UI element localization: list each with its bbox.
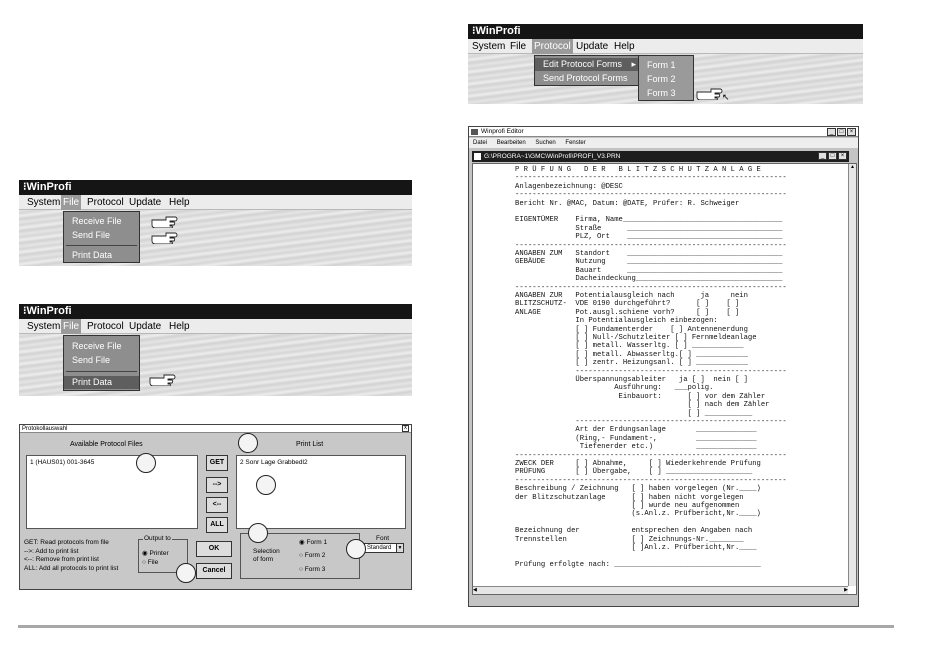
document-line: Prüfung erfolgte nach: __________________________________ xyxy=(515,560,761,569)
forms-submenu xyxy=(638,55,694,101)
menu-item-print-data[interactable]: Print Data xyxy=(64,376,139,389)
document-line: Bauart ____________________________________ xyxy=(515,266,783,275)
document-line: der Blitzschutzanlage [ ] haben nicht vorgelegen xyxy=(515,493,744,502)
menu-system[interactable]: System xyxy=(472,41,506,52)
menu-protocol[interactable]: Protocol xyxy=(87,197,124,208)
add-all-button[interactable]: ALL xyxy=(206,517,228,533)
document-line: [ ] metall. Abwasserltg.[ ] ____________ xyxy=(515,350,748,359)
menu-file[interactable]: File xyxy=(63,321,80,332)
document-line: Art der Erdungsanlage ______________ xyxy=(515,426,757,435)
menu-item-print-data[interactable]: Print Data xyxy=(72,250,113,260)
menu-item-send-protocol-forms[interactable]: Send Protocol Forms xyxy=(543,73,628,83)
document-line: --------------------------------------------------------------- xyxy=(515,283,787,292)
doc-minimize-button[interactable]: _ xyxy=(818,152,827,160)
vertical-scrollbar[interactable] xyxy=(848,164,856,586)
document-line: EIGENTÜMER Firma, Name_____________________________________ xyxy=(515,216,783,225)
dialog-close-button[interactable]: x xyxy=(404,425,407,431)
document-title: G:\PROGRA~1\GMC\WinProfi\PROFI_V3.PRN xyxy=(484,153,621,160)
pointing-hand-icon xyxy=(151,230,181,244)
document-line: [ ] wurde neu aufgenommen xyxy=(515,502,740,510)
document-line: GEBÄUDE Nutzung ____________________________________ xyxy=(515,258,783,267)
window-title: WinProfi xyxy=(26,305,72,317)
protocol-menu-screenshot xyxy=(468,24,863,104)
file-dropdown xyxy=(63,335,140,391)
scroll-right-icon: ▶ xyxy=(844,587,848,593)
pointing-hand-icon xyxy=(149,372,179,386)
menu-item-form-1[interactable]: Form 1 xyxy=(647,60,676,70)
menu-bearbeiten[interactable]: Bearbeiten xyxy=(496,140,526,146)
editor-title: Winprofi Editor xyxy=(481,128,524,135)
menu-help[interactable]: Help xyxy=(169,197,190,208)
doc-close-button[interactable]: × xyxy=(838,152,847,160)
cancel-button[interactable]: Cancel xyxy=(196,563,232,579)
help-line-all: ALL: Add all protocols to print list xyxy=(24,564,119,572)
file-menu-screenshot-2 xyxy=(19,304,412,396)
menu-update[interactable]: Update xyxy=(129,197,162,208)
menu-file[interactable]: File xyxy=(510,41,527,52)
document-title-bar xyxy=(472,151,849,162)
scroll-up-icon: ▲ xyxy=(850,164,855,170)
callout-circle xyxy=(238,433,258,453)
editor-menu-bar xyxy=(469,138,858,148)
document-line: PRÜFUNG [ ] Übergabe, [ ] ____________________ xyxy=(515,468,753,477)
document-line: Dacheindeckung__________________________________ xyxy=(515,275,783,284)
close-button[interactable]: × xyxy=(847,128,856,136)
document-line: --------------------------------------------------------------- xyxy=(515,476,787,485)
minimize-button[interactable]: _ xyxy=(827,128,836,136)
document-line: Ausführung: ___polig. xyxy=(515,384,714,393)
document-line: ------------------------------------------------- xyxy=(515,367,787,376)
doc-maximize-button[interactable]: □ xyxy=(828,152,837,160)
menu-help[interactable]: Help xyxy=(614,41,635,52)
output-group-label: Output to xyxy=(144,535,171,542)
document-line: [ ] Fundamenterder [ ] Antennenerdung xyxy=(515,325,748,334)
document-line: [ ] zentr. Heizungsanl. [ ] ____________ xyxy=(515,359,748,368)
menu-item-form-3[interactable]: Form 3 xyxy=(647,88,676,98)
app-icon xyxy=(471,129,478,135)
winprofi-editor-window xyxy=(468,126,859,607)
document-line: --------------------------------------------------------------- xyxy=(515,451,787,460)
document-line: Tiefenerder etc.) ______________ xyxy=(515,443,757,452)
menu-system[interactable]: System xyxy=(27,321,61,332)
window-title-bar: ⁝WinProfi xyxy=(19,304,412,319)
menu-protocol[interactable]: Protocol xyxy=(87,321,124,332)
document-line: PLZ, Ort ____________________________________ xyxy=(515,233,783,242)
file-dropdown xyxy=(63,211,140,263)
add-to-list-button[interactable]: --> xyxy=(206,477,228,493)
menu-item-receive-file[interactable]: Receive File xyxy=(72,216,122,226)
menu-separator xyxy=(66,245,137,246)
menu-item-form-2[interactable]: Form 2 xyxy=(647,74,676,84)
document-line: --------------------------------------------------------------- xyxy=(515,191,787,200)
document-line: [ ] Null-/Schutzleiter [ ] Fernmeldeanlage xyxy=(515,334,757,342)
document-icon xyxy=(474,153,481,160)
document-line: BLITZSCHUTZ- VDE 0190 durchgeführt? [ ] [ ] xyxy=(515,300,740,309)
menu-item-send-file[interactable]: Send File xyxy=(72,355,111,365)
menu-file[interactable]: File xyxy=(63,197,80,208)
ok-button[interactable]: OK xyxy=(196,541,232,557)
editor-title-bar xyxy=(469,127,858,137)
font-label: Font xyxy=(376,535,390,542)
document-line: (Ring,- Fundament-, ______________ xyxy=(515,434,757,443)
pointing-hand-icon xyxy=(151,214,181,228)
form-selection-label: Selection of form xyxy=(253,548,280,563)
available-files-title: Available Protocol Files xyxy=(70,441,143,448)
document-content[interactable] xyxy=(472,163,857,595)
window-title-bar: ⁝WinProfi xyxy=(19,180,412,195)
callout-circle xyxy=(136,453,156,473)
document-line: Bericht Nr. @MAC, Datum: @DATE, Prüfer: R. Schweiger xyxy=(515,199,740,208)
output-file-radio[interactable]: ○ File xyxy=(142,559,159,566)
menu-item-edit-protocol-forms[interactable]: Edit Protocol Forms ▸ xyxy=(535,58,640,71)
print-list-title: Print List xyxy=(296,441,324,448)
window-title: WinProfi xyxy=(475,25,521,37)
document-line: Überspannungsableiter ja [ ] nein [ ] xyxy=(515,376,748,384)
menu-bar xyxy=(468,39,863,54)
document-line: Beschreibung / Zeichnung [ ] haben vorgelegen (Nr.____) xyxy=(515,485,761,494)
document-line: Bezeichnung der entsprechen den Angaben nach xyxy=(515,527,753,536)
document-line: ZWECK DER [ ] Abnahme, [ ] Wiederkehrende Prüfung xyxy=(515,460,761,468)
document-line: Anlagenbezeichnung: @DESC xyxy=(515,182,623,191)
menu-datei[interactable]: Datei xyxy=(473,140,488,146)
document-line: ANLAGE Pot.ausgl.schiene vorh? [ ] [ ] xyxy=(515,308,740,317)
document-line: In Potentialausgleich einbezogen: xyxy=(515,317,718,326)
window-title-bar: ⁝WinProfi xyxy=(468,24,863,39)
font-select[interactable] xyxy=(364,543,404,553)
output-printer-radio[interactable]: ◉ Printer xyxy=(142,550,169,557)
dialog-title: Protokollauswahl xyxy=(22,426,68,432)
form-3-radio[interactable]: ○ Form 3 xyxy=(299,566,326,573)
form-2-radio[interactable]: ○ Form 2 xyxy=(299,552,326,559)
submenu-arrow-icon: ▸ xyxy=(631,59,636,69)
bottom-rule xyxy=(18,625,894,628)
menu-help[interactable]: Help xyxy=(169,321,190,332)
callout-circle xyxy=(248,523,268,543)
menu-separator xyxy=(66,371,137,372)
menu-update[interactable]: Update xyxy=(129,321,162,332)
document-line: P R Ü F U N G D E R B L I T Z S C H U T Z A N L A G E xyxy=(515,166,761,174)
form-1-radio[interactable]: ◉ Form 1 xyxy=(299,539,328,546)
document-line: Trennstellen [ ] Zeichnungs-Nr.________ xyxy=(515,535,744,544)
remove-from-list-button[interactable]: <-- xyxy=(206,497,228,513)
window-title: WinProfi xyxy=(26,181,72,193)
document-line: [ ] ___________ xyxy=(515,409,753,418)
protocol-dropdown xyxy=(534,55,641,86)
document-line: ANGABEN ZUM Standort ____________________________________ xyxy=(515,250,783,258)
maximize-button[interactable]: □ xyxy=(837,128,846,136)
font-select-value: Standard xyxy=(367,545,392,551)
menu-bar xyxy=(19,319,412,334)
document-line: Straße ____________________________________ xyxy=(515,224,783,233)
menu-system[interactable]: System xyxy=(27,197,61,208)
menu-fenster[interactable]: Fenster xyxy=(565,140,586,146)
menu-bar xyxy=(19,195,412,210)
document-line: [ ]Anl.z. Prüfbericht,Nr.____ xyxy=(515,544,757,552)
menu-suchen[interactable]: Suchen xyxy=(535,140,556,146)
help-line-remove: <--: Remove from print list xyxy=(24,556,99,563)
scroll-left-icon: ◀ xyxy=(473,587,477,593)
horizontal-scrollbar[interactable] xyxy=(473,586,848,594)
document-line: ANGABEN ZUR Potentialausgleich nach ja nein xyxy=(515,292,748,300)
help-line-add: -->: Add to print list xyxy=(24,547,79,555)
menu-item-send-file[interactable]: Send File xyxy=(72,230,111,240)
document-line: --------------------------------------------------------------- xyxy=(515,174,787,183)
menu-item-receive-file[interactable]: Receive File xyxy=(72,341,122,351)
callout-circle xyxy=(346,539,366,559)
document-line: (s.Anl.z. Prüfbericht,Nr.____) xyxy=(515,510,761,519)
help-text xyxy=(24,539,118,573)
menu-update[interactable]: Update xyxy=(576,41,609,52)
get-button[interactable]: GET xyxy=(206,455,228,471)
callout-circle xyxy=(176,563,196,583)
print-list-item[interactable]: 2 Sonr Lage Grabbedl2 xyxy=(240,459,308,466)
available-file-item[interactable]: 1 (HAUS01) 001-3645 xyxy=(30,459,95,466)
menu-protocol[interactable]: Protocol xyxy=(534,41,571,52)
document-line: [ ] metall. Wasserltg. [ ] ____________ xyxy=(515,342,744,351)
mouse-cursor-icon: ↖ xyxy=(722,92,730,102)
file-menu-screenshot-1 xyxy=(19,180,412,266)
callout-circle xyxy=(256,475,276,495)
dropdown-arrow-icon: ▼ xyxy=(397,545,403,551)
document-line: [ ] nach dem Zähler xyxy=(515,401,770,410)
document-line: ------------------------------------------------- xyxy=(515,418,787,426)
available-files-list[interactable] xyxy=(26,455,198,529)
document-line: --------------------------------------------------------------- xyxy=(515,241,787,250)
dialog-title-bar xyxy=(20,425,411,433)
protocol-selection-dialog xyxy=(19,424,412,590)
help-line-get: GET: Read protocols from file xyxy=(24,539,109,546)
document-line: Einbauort: [ ] vor dem Zähler xyxy=(515,392,766,401)
